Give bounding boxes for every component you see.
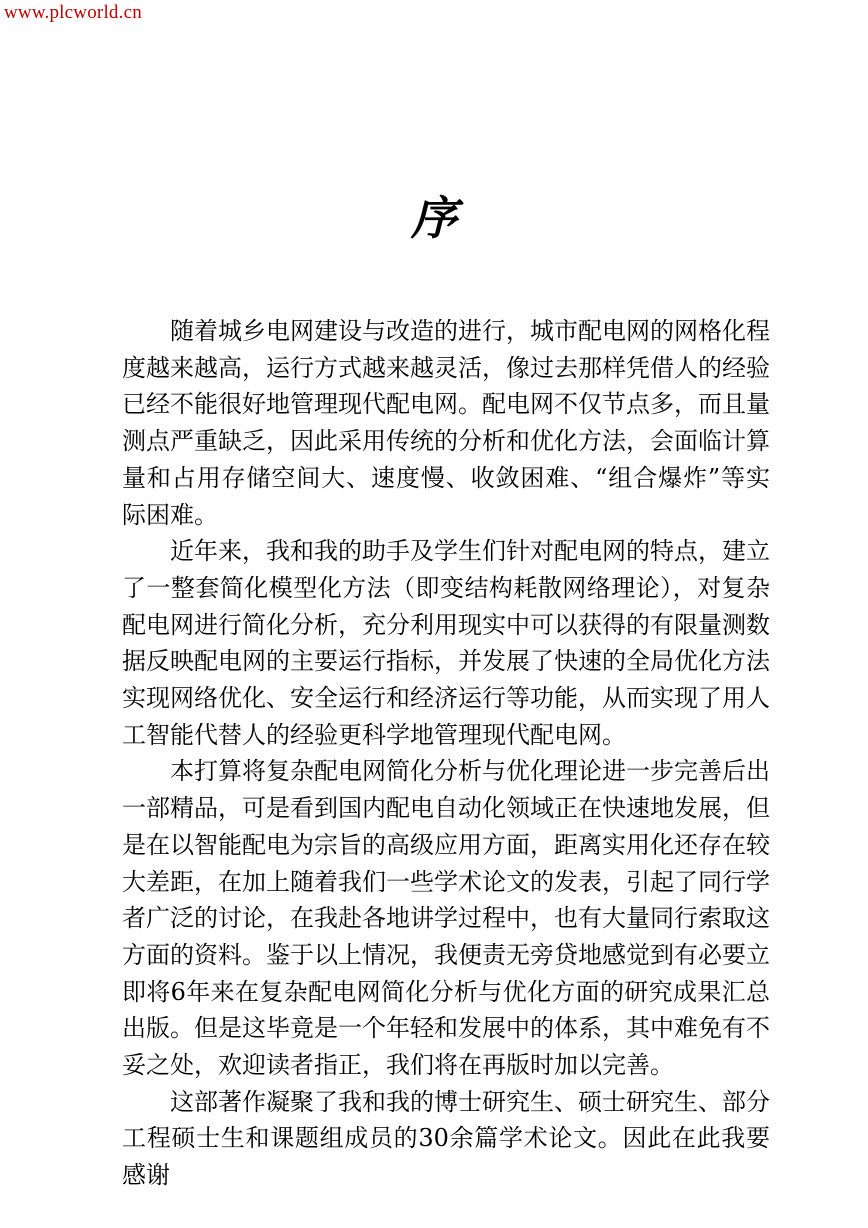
paragraph-4: 这部著作凝聚了我和我的博士研究生、硕士研究生、部分工程硕士生和课题组成员的30余篇学术论文。因此在此我要感谢 [122, 1087, 770, 1190]
watermark-url: www.plcworld.cn [4, 2, 142, 23]
paragraph-1: 随着城乡电网建设与改造的进行，城市配电网的网格化程度越来越高，运行方式越来越灵活，像过去那样凭借人的经验已经不能很好地管理现代配电网。配电网不仅节点多，而且量测点严重缺乏，因此采用传统的分析和优化方法，会面临计算量和占用存储空间大、速度慢、收敛困难、“组合爆炸”等实际困难。 [122, 317, 770, 529]
preface-body [122, 313, 770, 1194]
paragraph-2: 近年来，我和我的助手及学生们针对配电网的特点，建立了一整套简化模型化方法（即变结构耗散网络理论），对复杂配电网进行简化分析，充分利用现实中可以获得的有限量测数据反映配电网的主要运行指标，并发展了快速的全局优化方法实现网络优化、安全运行和经济运行等功能，从而实现了用人工智能代替人的经验更科学地管理现代配电网。 [122, 537, 770, 749]
page-title: 序 [411, 191, 457, 245]
paragraph-3: 本打算将复杂配电网简化分析与优化理论进一步完善后出一部精品，可是看到国内配电自动化领域正在快速地发展，但是在以智能配电为宗旨的高级应用方面，距离实用化还存在较大差距，在加上随着我们一些学术论文的发表，引起了同行学者广泛的讨论，在我赴各地讲学过程中，也有大量同行索取这方面的资料。鉴于以上情况，我便责无旁贷地感觉到有必要立即将6年来在复杂配电网简化分析与优化方面的研究成果汇总出版。但是这毕竟是一个年轻和发展中的体系，其中难免有不妥之处，欢迎读者指正，我们将在再版时加以完善。 [122, 757, 770, 1080]
